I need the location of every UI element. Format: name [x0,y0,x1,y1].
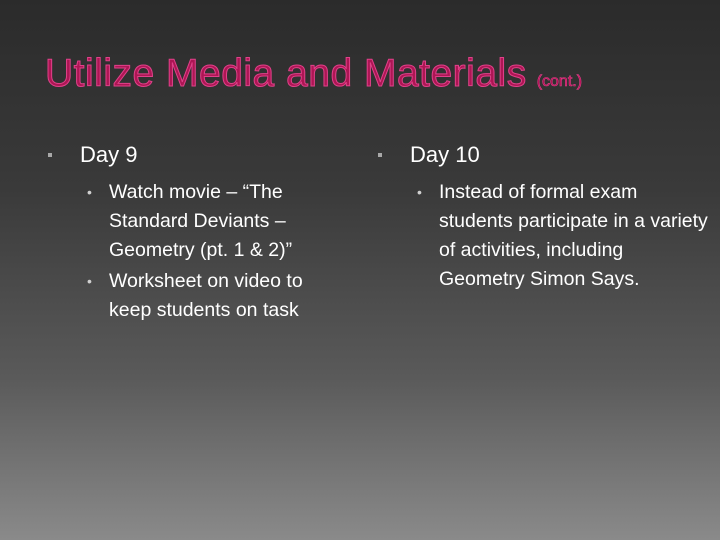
square-bullet-icon [48,153,52,157]
bullet-dot-icon: • [417,184,422,200]
list-item [417,178,708,294]
day-heading [378,138,708,174]
column-day-9 [48,138,348,327]
list-item [87,267,348,325]
square-bullet-icon [378,153,382,157]
title-subtitle: (cont.) [536,73,583,90]
list-item-text: Watch movie – “The Standard Deviants – Geometry (pt. 1 & 2)” [109,181,293,261]
list-item [87,178,348,265]
list-item-text: Instead of formal exam students participate in a variety of activities, including Geometry Simon Says. [439,181,708,290]
bullet-dot-icon: • [87,184,92,200]
bullet-list [378,178,708,294]
slide-title [45,52,685,104]
bullet-dot-icon: • [87,273,92,289]
day-heading [48,138,348,174]
title-main: Utilize Media and Materials [45,52,527,95]
bullet-list [48,178,348,325]
day-heading-label: Day 10 [410,142,480,167]
column-day-10 [378,138,708,296]
day-heading-label: Day 9 [80,142,138,167]
list-item-text: Worksheet on video to keep students on task [109,270,303,321]
